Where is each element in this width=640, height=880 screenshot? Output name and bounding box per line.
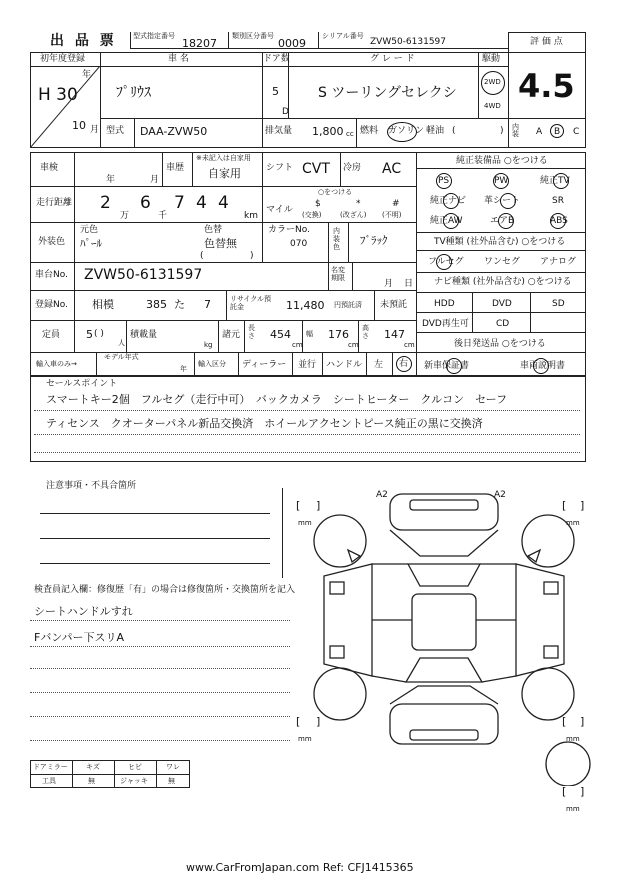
equip-navi: 純正ナビ	[430, 196, 467, 206]
navi-cd: CD	[496, 319, 510, 329]
orig-color-label: 元色	[80, 225, 99, 235]
serial-number: ZVW50-6131597	[370, 37, 447, 47]
year-unit: 年	[82, 70, 92, 80]
legend-h3: ヒビ	[128, 763, 142, 771]
handle-right: 右	[399, 359, 409, 369]
footer-watermark: www.CarFromJapan.com Ref: CFJ1415365	[186, 861, 414, 874]
damage-mark-front-right: A2	[494, 490, 506, 500]
model-year-unit: 年	[180, 365, 187, 373]
displacement-value: 1,800	[312, 125, 344, 138]
navi-dvd-play: DVD再生可	[422, 319, 469, 329]
recycle-unit: 円預託済	[334, 301, 362, 309]
equip-ps-mark	[436, 173, 452, 189]
car-name: ﾌﾟﾘｳｽ	[116, 85, 151, 101]
serial-label: シリアル番号	[322, 32, 364, 40]
width-cm: cm	[348, 341, 359, 349]
drive-4wd: 4WD	[484, 102, 501, 110]
displacement-label: 排気量	[265, 126, 293, 136]
equip-tv: 純正TV	[540, 176, 570, 186]
equip-airbag: エアB	[490, 216, 515, 226]
navi-sd: SD	[552, 299, 565, 309]
length-value: 454	[270, 328, 291, 341]
hood	[390, 530, 498, 556]
tire-rear-left	[314, 668, 366, 720]
bracket-open-1: [	[296, 499, 301, 512]
equip-abs: ABS	[550, 216, 568, 226]
tv-oneseg: ワンセグ	[484, 257, 521, 267]
color-no-label: カラーNo.	[268, 225, 310, 235]
meter-unknown-sym: #	[392, 199, 400, 209]
sen-unit: 千	[158, 211, 168, 221]
mm-unit-1: mm	[298, 519, 312, 527]
class-num: 0009	[278, 37, 306, 50]
drive-label: 駆動	[482, 54, 501, 64]
history-note: ※未記入は自家用	[196, 154, 251, 162]
name-change-label: 名変期限	[331, 266, 345, 283]
handle-label: ハンドル	[326, 360, 363, 370]
mileage-digit-4: 4	[196, 193, 207, 213]
mileage-digit-5: 4	[218, 193, 229, 213]
meter-exchange: (交換)	[302, 211, 322, 219]
height-cm: cm	[404, 341, 415, 349]
reg-class: 385	[146, 298, 167, 311]
sheet-title: 出 品 票	[50, 33, 117, 49]
mm-unit-3: mm	[298, 735, 312, 743]
sales-line-1: スマートキー2個 フルセグ（走行中可） バックカメラ シートヒーター クルコン セーフ	[46, 393, 508, 406]
shaken-label: 車検	[40, 163, 59, 173]
tv-analog: アナログ	[540, 257, 577, 267]
docs-warranty: 新車保証書	[424, 361, 470, 371]
mileage-digit-3: 7	[174, 193, 185, 213]
reg-number: 7	[204, 298, 211, 311]
mileage-digit-1: 2	[100, 193, 111, 213]
recycle-unpaid: 未預託	[380, 300, 408, 310]
equip-sr: SR	[552, 196, 564, 206]
shaken-month-unit: 月	[150, 175, 160, 185]
recycle-label: リサイクル預託金	[230, 295, 272, 312]
doors-value: 5	[272, 85, 279, 98]
width-value: 176	[328, 328, 349, 341]
color-paren-open: (	[200, 251, 204, 261]
windshield	[408, 564, 480, 586]
grade-label: 評 価 点	[530, 37, 563, 47]
interior-b: B	[554, 127, 561, 137]
color-paren-close: )	[250, 251, 254, 261]
fuel-diesel: 軽油	[426, 126, 445, 136]
equip-aw-mark	[443, 213, 459, 229]
tire-front-left	[314, 515, 366, 567]
mm-unit-2: mm	[566, 519, 580, 527]
docs-title: 後日発送品 ○をつける	[454, 339, 546, 349]
height-value: 147	[384, 328, 405, 341]
person-unit: 人	[118, 339, 125, 347]
interior-c: C	[573, 127, 580, 137]
import-label: 輸入車のみ→	[36, 360, 77, 368]
body-rear	[390, 704, 498, 744]
load-label: 積載量	[130, 330, 158, 340]
import-parallel: 並行	[298, 360, 317, 370]
tire-spare	[546, 742, 590, 786]
fuel-label: 燃料	[360, 126, 379, 136]
nc-month: 月	[384, 279, 394, 289]
grade-score: 4.5	[518, 67, 575, 105]
right-side	[516, 564, 564, 676]
fuel-paren-close: )	[500, 126, 504, 136]
equip-tv-mark	[553, 173, 569, 189]
doors-label: ドア数	[263, 54, 290, 64]
meter-unknown: (不明)	[382, 211, 402, 219]
recycle-value: 11,480	[286, 299, 325, 312]
model-label: 型式	[106, 126, 125, 136]
navi-dvd: DVD	[492, 299, 512, 309]
legend-h2: キズ	[86, 763, 100, 771]
mm-unit-4: mm	[566, 735, 580, 743]
km-unit: km	[244, 211, 258, 221]
navi-title: ナビ種類 (社外品含む) ○をつける	[434, 277, 572, 287]
history-label: 車歴	[166, 163, 185, 173]
interior-a: A	[536, 127, 543, 137]
grade-name: S ツーリングセレクシ	[318, 85, 457, 101]
drive-2wd: 2WD	[484, 78, 501, 86]
load-kg: kg	[204, 341, 213, 349]
handle-left: 左	[374, 360, 384, 370]
car-body-diagram	[300, 486, 600, 786]
reg-area: 相模	[92, 298, 114, 311]
ac-value: AC	[382, 161, 402, 177]
equip-navi-mark	[443, 193, 459, 209]
first-reg-label: 初年度登録	[40, 54, 86, 64]
meter-tamper: (改ざん)	[340, 211, 367, 219]
color-change-value: 色替無	[204, 237, 237, 250]
int-color-value: ﾌﾞﾗｯｸ	[360, 234, 388, 247]
bracket-close-2: ]	[580, 499, 585, 512]
ext-color-label: 外装色	[38, 237, 66, 247]
fuel-gasoline: ガソリン	[388, 126, 425, 136]
legend-h1: ドアミラー	[33, 763, 68, 771]
equip-leather: 革シート	[484, 196, 521, 206]
tv-title: TV種類 (社外品含む) ○をつける	[434, 237, 566, 247]
color-no-value: 070	[290, 239, 308, 249]
rear-window	[406, 658, 482, 682]
tire-front-right	[522, 515, 574, 567]
reg-kana: た	[174, 298, 185, 311]
damage-mark-front-left: A2	[376, 490, 388, 500]
capacity-label: 定員	[42, 330, 61, 340]
car-name-label: 車 名	[168, 54, 189, 64]
door-type: D	[282, 107, 289, 117]
bracket-close-4: ]	[580, 715, 585, 728]
meter-circle-note: ○をつける	[318, 188, 353, 196]
nc-day: 日	[404, 279, 414, 289]
tv-fullseg: フルセグ	[428, 257, 464, 267]
color-change-label: 色替	[204, 225, 223, 235]
chassis-label: 車台No.	[35, 270, 68, 280]
mile-label: マイル	[266, 205, 293, 215]
notes-label: 注意事項・不具合箇所	[46, 481, 137, 491]
equip-aw: 純正AW	[430, 216, 463, 226]
equip-pw-mark	[493, 173, 509, 189]
int-color-label: 内装色	[333, 227, 340, 252]
equip-ps: PS	[438, 176, 450, 186]
sales-line-2: ティセンス クオーターパネル新品交換済 ホイールアクセントピース純正の黒に交換済	[46, 417, 483, 430]
sales-label: セールスポイント	[46, 379, 118, 389]
first-reg-month: 10	[72, 119, 86, 132]
class-num-label: 類別区分番号	[232, 32, 274, 40]
bracket-open-4: [	[562, 715, 567, 728]
height-label: 高さ	[362, 324, 369, 340]
note-line-2: Fバンパー下スリA	[34, 631, 125, 644]
shaken-year-unit: 年	[106, 175, 116, 185]
legend-h4: ワレ	[166, 763, 180, 771]
bracket-open-2: [	[562, 499, 567, 512]
ac-label: 冷房	[343, 163, 362, 173]
bracket-close-3: ]	[316, 715, 321, 728]
import-class-label: 輸入区分	[198, 360, 226, 368]
chassis-value: ZVW50-6131597	[84, 267, 203, 283]
roof	[412, 594, 476, 650]
docs-warranty-mark	[446, 358, 462, 374]
orig-color-value: ﾊﾟｰﾙ	[80, 237, 102, 250]
docs-manual-mark	[533, 358, 549, 374]
model-code: DAA-ZVW50	[140, 125, 208, 138]
man-unit: 万	[120, 211, 130, 221]
meter-exchange-sym: $	[315, 199, 321, 209]
equip-abs-mark	[550, 213, 566, 229]
equip-leather-mark	[500, 193, 516, 209]
mileage-digit-2: 6	[140, 193, 151, 213]
first-reg-era: H 30	[38, 85, 78, 105]
capacity-value: 5	[86, 328, 93, 341]
width-label: 幅	[306, 330, 313, 338]
type-num-label: 型式指定番号	[133, 32, 175, 40]
fuel-paren-open: (	[452, 126, 456, 136]
navi-hdd: HDD	[434, 299, 455, 309]
equip-airbag-mark	[498, 213, 514, 229]
equip-pw: PW	[494, 176, 509, 186]
legend-v2: 無	[88, 777, 95, 785]
shift-value: CVT	[302, 161, 330, 177]
length-cm: cm	[292, 341, 303, 349]
mm-unit-5: mm	[566, 805, 580, 813]
type-num: 18207	[182, 37, 217, 50]
equipment-title: 純正装備品 ○をつける	[456, 156, 548, 166]
docs-manual: 車両説明書	[520, 361, 566, 371]
left-side	[324, 564, 372, 676]
bracket-close-1: ]	[316, 499, 321, 512]
history-value: 自家用	[208, 167, 241, 180]
import-dealer: ディーラー	[242, 360, 287, 370]
legend-v1: 工具	[42, 777, 56, 785]
cc-unit: cc	[346, 130, 354, 138]
capacity-paren: ( )	[94, 329, 104, 339]
mileage-label: 走行距離	[36, 198, 73, 208]
tire-rear-right	[522, 668, 574, 720]
note-line-1: シートハンドルすれ	[34, 605, 133, 618]
reg-date-divider	[30, 66, 100, 148]
grade-name-label: グ レ ー ド	[370, 54, 415, 64]
month-unit: 月	[90, 125, 100, 135]
tv-fullseg-mark	[436, 254, 452, 270]
interior-label: 内装	[512, 123, 519, 138]
trunk	[390, 686, 498, 704]
meter-tamper-sym: *	[356, 199, 361, 209]
length-label: 長さ	[248, 324, 255, 340]
legend-v3: ジャッキ	[120, 777, 148, 785]
bracket-open-3: [	[296, 715, 301, 728]
model-year-label: モデル年式	[104, 353, 139, 361]
dims-label: 諸元	[222, 330, 241, 340]
inspector-label: 検査員記入欄：修復歴「有」の場合は修復箇所・交換箇所を記入	[34, 585, 296, 595]
bracket-open-5: [	[562, 785, 567, 798]
legend-v4: 無	[168, 777, 175, 785]
reg-label: 登録No.	[35, 300, 68, 310]
bracket-close-5: ]	[580, 785, 585, 798]
shift-label: シフト	[266, 163, 294, 173]
